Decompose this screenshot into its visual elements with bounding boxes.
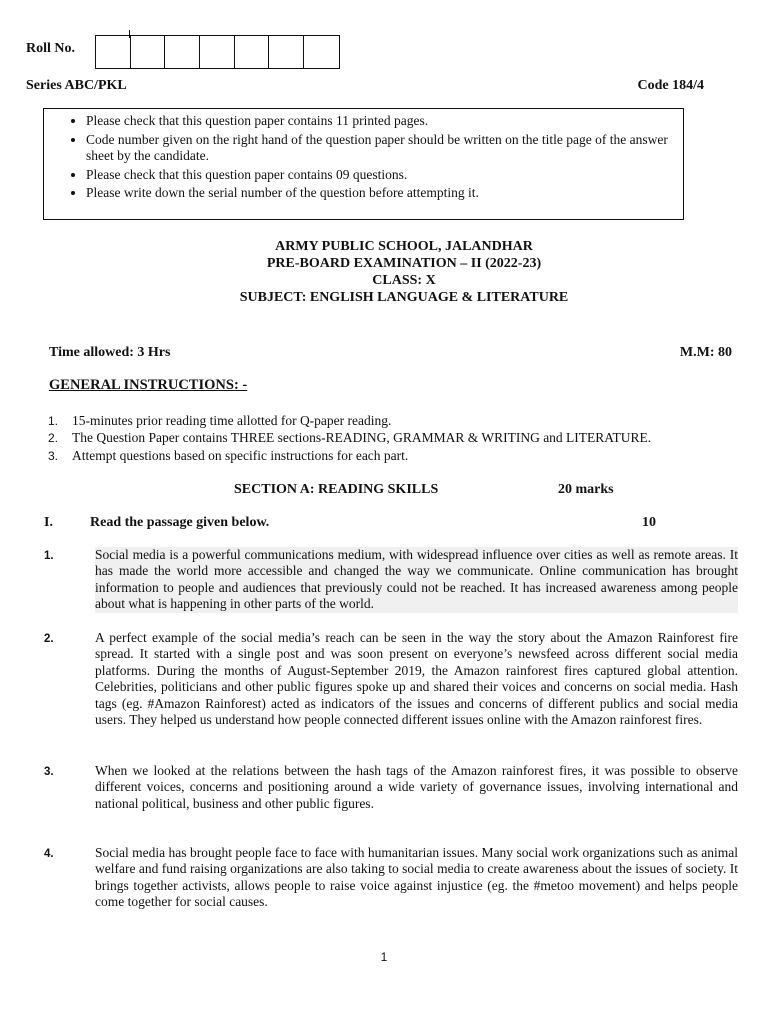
candidate-notes-box <box>43 108 684 220</box>
class-label: CLASS: X <box>372 273 436 288</box>
roll-box <box>200 36 235 68</box>
paragraph-number: 4. <box>44 848 54 860</box>
note-item: • Please check that this question paper contains 11 printed pages. <box>86 113 683 130</box>
roll-box <box>165 36 200 68</box>
general-instructions-title: GENERAL INSTRUCTIONS <box>49 377 234 393</box>
instruction-item <box>48 448 408 464</box>
notes-list <box>44 113 683 202</box>
roll-box <box>304 36 339 68</box>
roll-number-label: Roll No. <box>26 41 75 56</box>
school-name: ARMY PUBLIC SCHOOL, JALANDHAR <box>275 239 533 254</box>
section-title: SECTION A: READING SKILLS <box>234 482 439 497</box>
instruction-number: 1. <box>48 414 59 428</box>
paragraph-number: 3. <box>44 766 54 778</box>
passage-paragraph: Social media has brought people face to face with humanitarian issues. Many social work organizations such as animal welfare and fund raising organizations are also taking to social media to create awareness about the issues of society. It brings together activists, allows people to raise voice against injustice (eg. the #metoo movement) and helps people come together for social causes. <box>95 845 738 910</box>
instruction-item <box>48 430 651 446</box>
instruction-number: 3. <box>48 449 59 463</box>
roll-box <box>235 36 270 68</box>
passage-paragraph: A perfect example of the social media’s reach can be seen in the way the story about the Amazon Rainforest fire spread. It started with a single post and was soon present on everyone’s newsfeed across different social media platforms. During the months of August-September 2019, the Amazon rainforest fires captured global attention. Celebrities, politicians and other public figures spoke up and shared their voices and concerns on social media. Hash tags (eg. #Amazon Rainforest) acted as indicators of the issues and concerns of different publics and social media users. They helped us understand how people connected different issues online with the Amazon rainforest fires. <box>95 630 738 728</box>
instruction-text: 15-minutes prior reading time allotted for Q-paper reading. <box>72 413 392 428</box>
maximum-marks: M.M: 80 <box>679 345 732 360</box>
note-item: • Please check that this question paper contains 09 questions. <box>86 167 683 184</box>
instruction-number: 2. <box>48 431 59 445</box>
roll-box <box>269 36 304 68</box>
instruction-text: Attempt questions based on specific instructions for each part. <box>72 448 409 463</box>
subject-label: SUBJECT: ENGLISH LANGUAGE & LITERATURE <box>239 290 569 305</box>
paragraph-number: 2. <box>44 633 54 645</box>
roll-number-boxes <box>95 35 340 69</box>
page-number: 1 <box>380 950 388 964</box>
general-instructions-suffix: : - <box>233 377 248 393</box>
paragraph-number: 1. <box>44 550 54 562</box>
time-allowed: Time allowed: 3 Hrs <box>49 345 171 360</box>
section-marks: 20 marks <box>558 482 614 497</box>
question-marks: 10 <box>642 515 656 530</box>
note-item: • Please write down the serial number of the question before attempting it. <box>86 185 683 202</box>
passage-paragraph: When we looked at the relations between the hash tags of the Amazon rainforest fires, it was possible to observe different voices, concerns and positioning around a wide variety of governance issues, involving international and national political, business and other public figures. <box>95 763 738 811</box>
paper-code: Code 184/4 <box>637 78 704 93</box>
series-label: Series ABC/PKL <box>26 78 127 93</box>
roll-box <box>131 36 166 68</box>
roll-box <box>96 36 131 68</box>
passage-paragraph: Social media is a powerful communications medium, with widespread influence over cities as well as remote areas. It has made the world more accessible and changed the way we communicate. Online communication has brought information to people and audiences that previously could not be reached. It has increased awareness among people about what is happening in other parts of the world. <box>95 547 738 612</box>
exam-name: PRE-BOARD EXAMINATION – II (2022-23) <box>266 256 542 271</box>
question-text: Read the passage given below. <box>90 515 270 530</box>
instruction-text: The Question Paper contains THREE sections-READING, GRAMMAR & WRITING and LITERATURE. <box>72 430 652 445</box>
instruction-item <box>48 413 391 429</box>
general-instructions-heading <box>49 377 247 394</box>
question-number: I. <box>44 515 53 530</box>
note-item: • Code number given on the right hand of the question paper should be written on the title page of the answer sheet by the candidate. <box>86 132 683 165</box>
